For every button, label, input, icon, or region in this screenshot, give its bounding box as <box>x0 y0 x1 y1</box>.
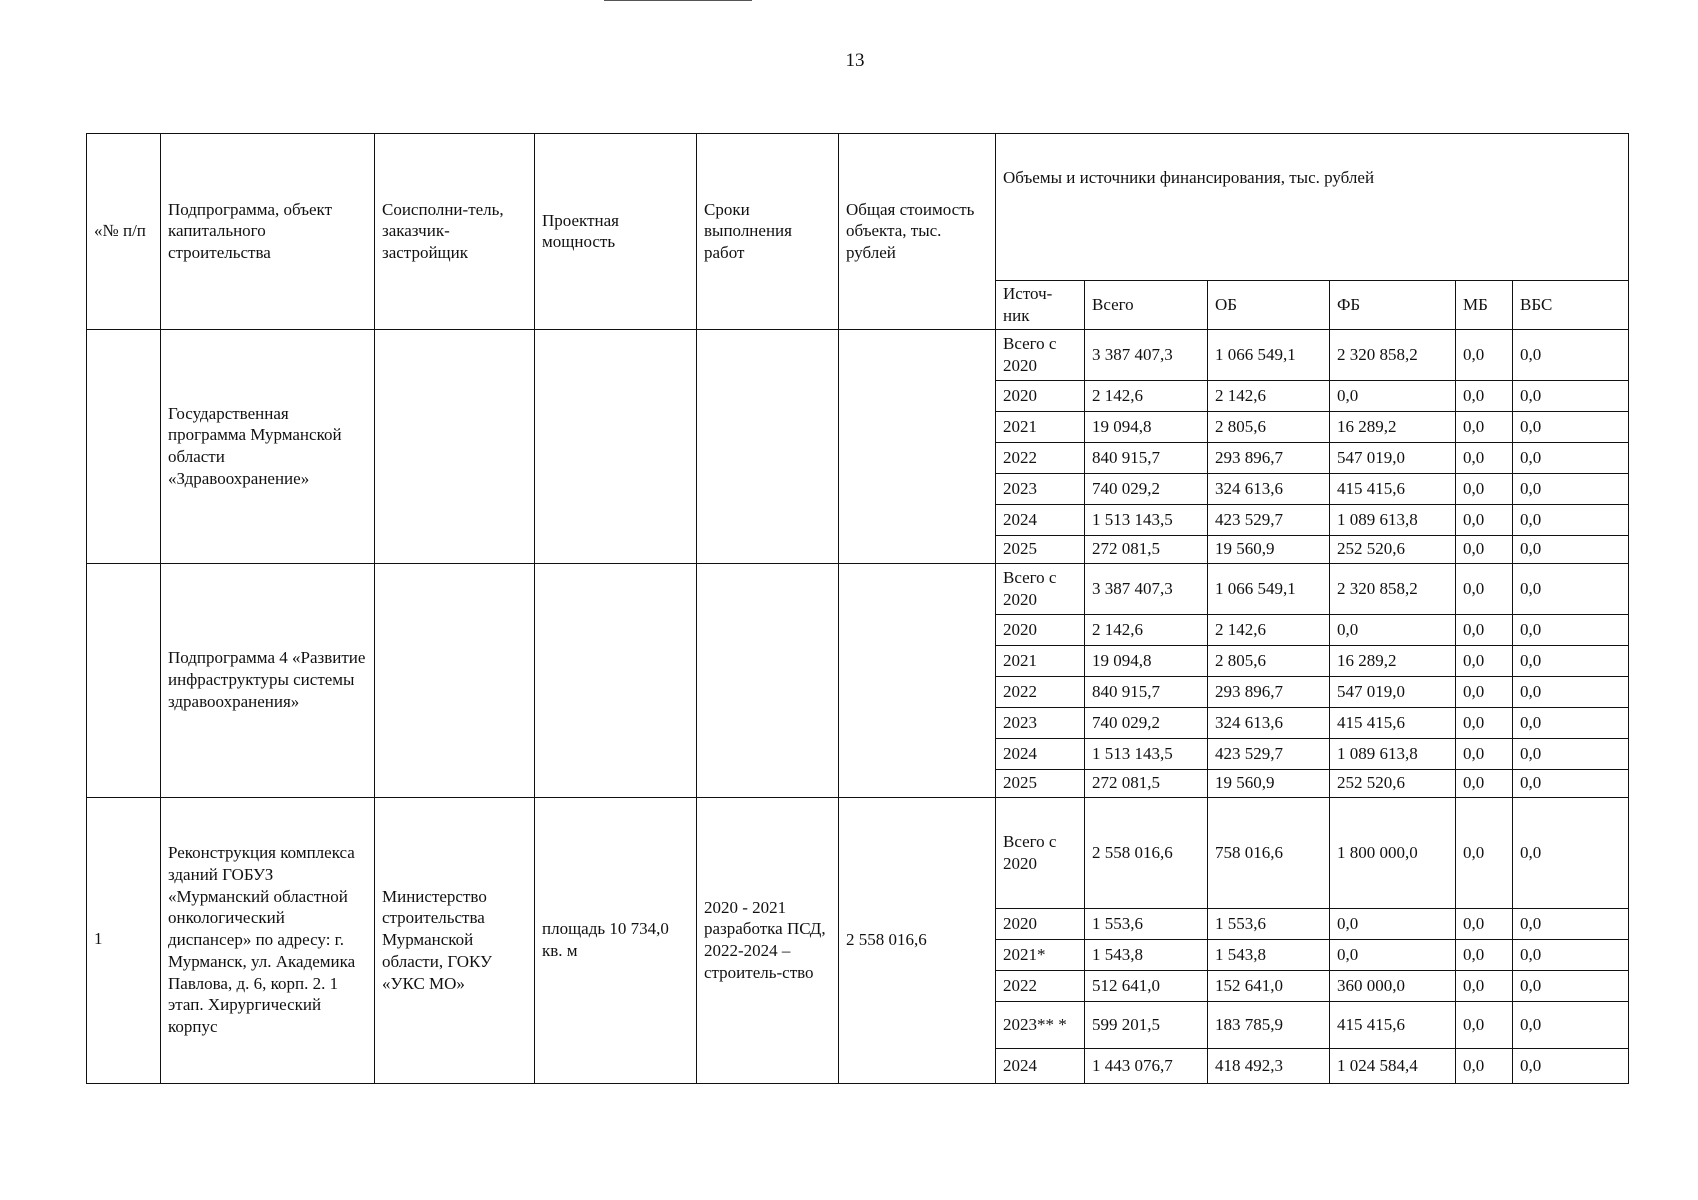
section-cost <box>839 563 996 797</box>
cell-total: 840 915,7 <box>1085 676 1208 707</box>
cell-ob: 423 529,7 <box>1208 738 1330 769</box>
section-name: Государственная программа Мурманской области «Здравоохранение» <box>161 329 375 563</box>
cell-fb: 2 320 858,2 <box>1330 563 1456 614</box>
section-number <box>87 329 161 563</box>
cell-fb: 360 000,0 <box>1330 970 1456 1001</box>
cell-mb: 0,0 <box>1456 614 1513 645</box>
cell-ob: 1 553,6 <box>1208 908 1330 939</box>
cell-mb: 0,0 <box>1456 380 1513 411</box>
cell-total: 599 201,5 <box>1085 1001 1208 1048</box>
cell-source: 2024 <box>996 738 1085 769</box>
header-row <box>87 134 1629 281</box>
cell-vbs: 0,0 <box>1513 970 1629 1001</box>
cell-mb: 0,0 <box>1456 769 1513 797</box>
cell-mb: 0,0 <box>1456 1048 1513 1083</box>
cell-source: 2022 <box>996 442 1085 473</box>
section-terms <box>697 563 839 797</box>
cell-fb: 0,0 <box>1330 614 1456 645</box>
table-row <box>87 797 1629 908</box>
cell-source: 2021 <box>996 645 1085 676</box>
cell-fb: 547 019,0 <box>1330 676 1456 707</box>
cell-fb: 0,0 <box>1330 380 1456 411</box>
cell-fb: 415 415,6 <box>1330 1001 1456 1048</box>
section-capacity <box>535 563 697 797</box>
cell-mb: 0,0 <box>1456 676 1513 707</box>
subheader-mb: МБ <box>1456 281 1513 330</box>
cell-mb: 0,0 <box>1456 738 1513 769</box>
cell-fb: 0,0 <box>1330 939 1456 970</box>
cell-ob: 2 805,6 <box>1208 411 1330 442</box>
cell-source: Всего с 2020 <box>996 797 1085 908</box>
cell-total: 272 081,5 <box>1085 769 1208 797</box>
cell-source: 2021* <box>996 939 1085 970</box>
section-executor <box>375 329 535 563</box>
cell-ob: 293 896,7 <box>1208 676 1330 707</box>
cell-total: 19 094,8 <box>1085 645 1208 676</box>
cell-ob: 324 613,6 <box>1208 707 1330 738</box>
cell-ob: 152 641,0 <box>1208 970 1330 1001</box>
cell-vbs: 0,0 <box>1513 645 1629 676</box>
cell-vbs: 0,0 <box>1513 442 1629 473</box>
cell-vbs: 0,0 <box>1513 504 1629 535</box>
cell-ob: 293 896,7 <box>1208 442 1330 473</box>
subheader-vbs: ВБС <box>1513 281 1629 330</box>
cell-vbs: 0,0 <box>1513 563 1629 614</box>
cell-mb: 0,0 <box>1456 535 1513 563</box>
cell-vbs: 0,0 <box>1513 473 1629 504</box>
cell-mb: 0,0 <box>1456 939 1513 970</box>
scan-artifact-line <box>604 0 752 1</box>
cell-source: 2023** * <box>996 1001 1085 1048</box>
cell-source: 2024 <box>996 1048 1085 1083</box>
cell-source: 2021 <box>996 411 1085 442</box>
cell-total: 1 513 143,5 <box>1085 504 1208 535</box>
cell-total: 272 081,5 <box>1085 535 1208 563</box>
cell-mb: 0,0 <box>1456 563 1513 614</box>
cell-source: Всего с 2020 <box>996 329 1085 380</box>
cell-source: 2025 <box>996 535 1085 563</box>
cell-fb: 2 320 858,2 <box>1330 329 1456 380</box>
cell-total: 1 513 143,5 <box>1085 738 1208 769</box>
cell-fb: 547 019,0 <box>1330 442 1456 473</box>
cell-total: 512 641,0 <box>1085 970 1208 1001</box>
financing-table <box>86 133 1629 1084</box>
cell-mb: 0,0 <box>1456 707 1513 738</box>
section-number <box>87 563 161 797</box>
cell-mb: 0,0 <box>1456 329 1513 380</box>
cell-ob: 2 142,6 <box>1208 614 1330 645</box>
cell-vbs: 0,0 <box>1513 614 1629 645</box>
section-executor <box>375 563 535 797</box>
cell-fb: 252 520,6 <box>1330 535 1456 563</box>
cell-mb: 0,0 <box>1456 504 1513 535</box>
cell-fb: 0,0 <box>1330 908 1456 939</box>
cell-vbs: 0,0 <box>1513 738 1629 769</box>
header-terms: Сроки выполнения работ <box>697 134 839 330</box>
cell-source: 2020 <box>996 380 1085 411</box>
cell-mb: 0,0 <box>1456 908 1513 939</box>
cell-fb: 1 800 000,0 <box>1330 797 1456 908</box>
cell-total: 740 029,2 <box>1085 707 1208 738</box>
cell-total: 2 142,6 <box>1085 614 1208 645</box>
page-number: 13 <box>845 50 865 71</box>
cell-fb: 415 415,6 <box>1330 707 1456 738</box>
cell-vbs: 0,0 <box>1513 1048 1629 1083</box>
cell-total: 3 387 407,3 <box>1085 563 1208 614</box>
section-name: Подпрограмма 4 «Развитие инфраструктуры системы здравоохранения» <box>161 563 375 797</box>
cell-mb: 0,0 <box>1456 645 1513 676</box>
cell-vbs: 0,0 <box>1513 535 1629 563</box>
cell-fb: 1 024 584,4 <box>1330 1048 1456 1083</box>
cell-mb: 0,0 <box>1456 442 1513 473</box>
cell-ob: 19 560,9 <box>1208 769 1330 797</box>
cell-total: 840 915,7 <box>1085 442 1208 473</box>
header-cost: Общая стоимость объекта, тыс. рублей <box>839 134 996 330</box>
cell-total: 1 443 076,7 <box>1085 1048 1208 1083</box>
cell-mb: 0,0 <box>1456 411 1513 442</box>
cell-source: 2022 <box>996 676 1085 707</box>
cell-source: Всего с 2020 <box>996 563 1085 614</box>
cell-ob: 1 066 549,1 <box>1208 563 1330 614</box>
cell-mb: 0,0 <box>1456 473 1513 504</box>
cell-source: 2023 <box>996 473 1085 504</box>
header-executor: Соисполни-тель, заказчик-застройщик <box>375 134 535 330</box>
cell-fb: 415 415,6 <box>1330 473 1456 504</box>
cell-total: 19 094,8 <box>1085 411 1208 442</box>
cell-vbs: 0,0 <box>1513 908 1629 939</box>
cell-vbs: 0,0 <box>1513 411 1629 442</box>
subheader-fb: ФБ <box>1330 281 1456 330</box>
cell-source: 2025 <box>996 769 1085 797</box>
section-capacity <box>535 329 697 563</box>
cell-mb: 0,0 <box>1456 1001 1513 1048</box>
cell-fb: 252 520,6 <box>1330 769 1456 797</box>
cell-vbs: 0,0 <box>1513 707 1629 738</box>
cell-total: 2 558 016,6 <box>1085 797 1208 908</box>
cell-fb: 16 289,2 <box>1330 411 1456 442</box>
cell-total: 1 543,8 <box>1085 939 1208 970</box>
cell-ob: 183 785,9 <box>1208 1001 1330 1048</box>
cell-source: 2024 <box>996 504 1085 535</box>
header-financing: Объемы и источники финансирования, тыс. рублей <box>996 134 1629 281</box>
section-cost <box>839 329 996 563</box>
cell-vbs: 0,0 <box>1513 1001 1629 1048</box>
section-terms <box>697 329 839 563</box>
cell-total: 2 142,6 <box>1085 380 1208 411</box>
cell-vbs: 0,0 <box>1513 939 1629 970</box>
cell-source: 2020 <box>996 614 1085 645</box>
section-number: 1 <box>87 797 161 1083</box>
cell-total: 3 387 407,3 <box>1085 329 1208 380</box>
cell-ob: 19 560,9 <box>1208 535 1330 563</box>
section-executor: Министерство строительства Мурманской области, ГОКУ «УКС МО» <box>375 797 535 1083</box>
cell-fb: 1 089 613,8 <box>1330 504 1456 535</box>
cell-ob: 1 066 549,1 <box>1208 329 1330 380</box>
cell-fb: 16 289,2 <box>1330 645 1456 676</box>
header-capacity: Проектная мощность <box>535 134 697 330</box>
cell-ob: 423 529,7 <box>1208 504 1330 535</box>
cell-source: 2020 <box>996 908 1085 939</box>
section-capacity: площадь 10 734,0 кв. м <box>535 797 697 1083</box>
cell-total: 740 029,2 <box>1085 473 1208 504</box>
cell-source: 2023 <box>996 707 1085 738</box>
cell-ob: 2 142,6 <box>1208 380 1330 411</box>
cell-mb: 0,0 <box>1456 970 1513 1001</box>
cell-fb: 1 089 613,8 <box>1330 738 1456 769</box>
section-name: Реконструкция комплекса зданий ГОБУЗ «Мурманский областной онкологический диспансер» по адресу: г. Мурманск, ул. Академика Павлова, д. 6, корп. 2. 1 этап. Хирургический корпус <box>161 797 375 1083</box>
header-program: Подпрограмма, объект капитального строительства <box>161 134 375 330</box>
cell-ob: 324 613,6 <box>1208 473 1330 504</box>
cell-vbs: 0,0 <box>1513 676 1629 707</box>
section-terms: 2020 - 2021 разработка ПСД, 2022-2024 – строитель-ство <box>697 797 839 1083</box>
table-row <box>87 329 1629 380</box>
cell-ob: 418 492,3 <box>1208 1048 1330 1083</box>
section-cost: 2 558 016,6 <box>839 797 996 1083</box>
cell-vbs: 0,0 <box>1513 769 1629 797</box>
header-num: «№ п/п <box>87 134 161 330</box>
cell-ob: 758 016,6 <box>1208 797 1330 908</box>
cell-mb: 0,0 <box>1456 797 1513 908</box>
cell-ob: 2 805,6 <box>1208 645 1330 676</box>
subheader-total: Всего <box>1085 281 1208 330</box>
cell-source: 2022 <box>996 970 1085 1001</box>
subheader-source: Источ-ник <box>996 281 1085 330</box>
table-row <box>87 563 1629 614</box>
cell-vbs: 0,0 <box>1513 797 1629 908</box>
cell-vbs: 0,0 <box>1513 380 1629 411</box>
cell-total: 1 553,6 <box>1085 908 1208 939</box>
cell-vbs: 0,0 <box>1513 329 1629 380</box>
cell-ob: 1 543,8 <box>1208 939 1330 970</box>
subheader-ob: ОБ <box>1208 281 1330 330</box>
